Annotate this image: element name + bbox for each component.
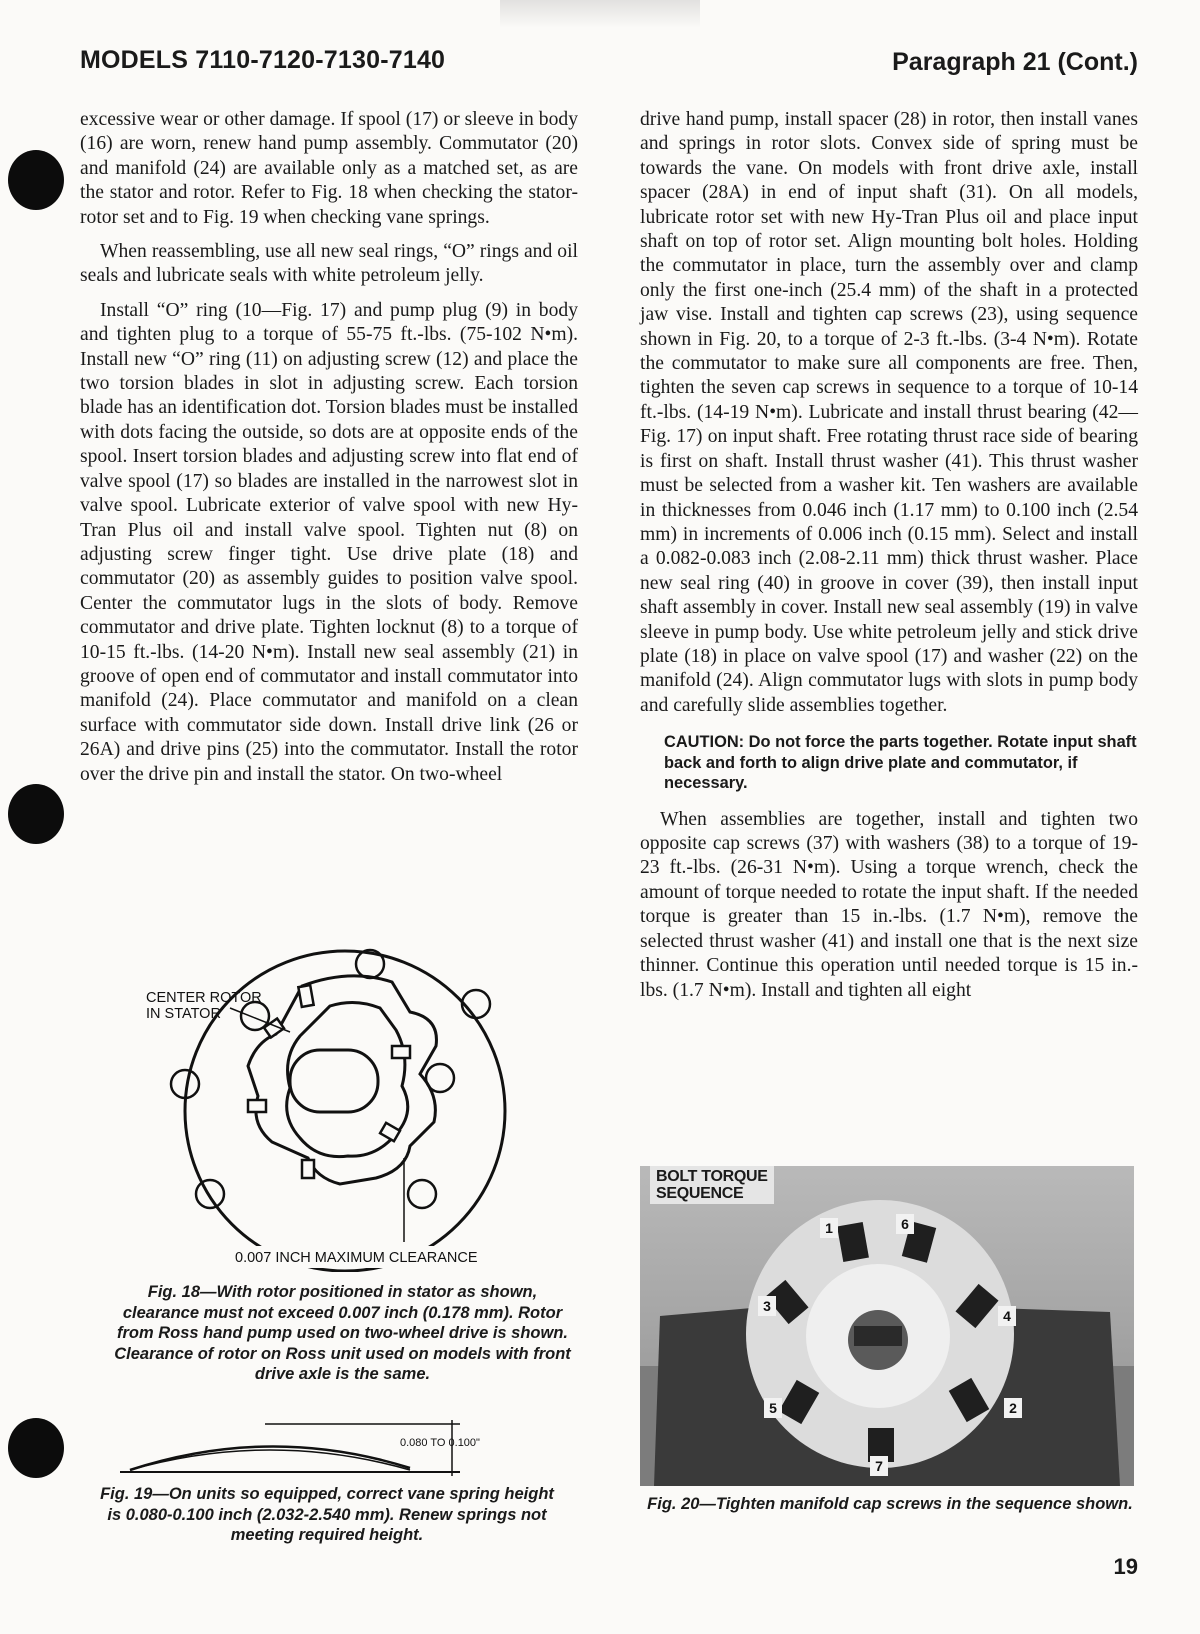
fig20-photo-title [650, 1166, 774, 1204]
photo-title-line: BOLT TORQUE [656, 1168, 768, 1185]
fig19-vane-spring-diagram [100, 1412, 540, 1478]
page-header-paragraph: Paragraph 21 (Cont.) [892, 48, 1138, 76]
sequence-number-2: 2 [1004, 1398, 1022, 1418]
sequence-number-6: 6 [896, 1214, 914, 1234]
sequence-number-7: 7 [870, 1456, 888, 1476]
page-number: 19 [1113, 1554, 1138, 1579]
fig18-label-clearance: 0.007 INCH MAXIMUM CLEARANCE [235, 1250, 478, 1266]
fig20-bolt-torque-photo [640, 1166, 1134, 1486]
fig19-label: 0.080 TO 0.100" [400, 1437, 480, 1449]
spring-curve [130, 1450, 410, 1470]
sequence-number-1: 1 [820, 1218, 838, 1238]
fig18-label-in-stator: IN STATOR [146, 1006, 221, 1022]
scan-smudge [500, 0, 700, 28]
sequence-number-5: 5 [764, 1398, 782, 1418]
fig18-caption: Fig. 18—With rotor positioned in stator as shown, clearance must not exceed 0.007 inch (0.178 mm). Rotor from Ross hand pump used on two-wheel drive is shown. Clearance of rotor on Ross unit used on models with front drive axle is the same. [114, 1283, 571, 1383]
photo-title-line: SEQUENCE [656, 1185, 744, 1202]
fig20-caption: Fig. 20—Tighten manifold cap screws in the sequence shown. [647, 1495, 1133, 1513]
body-paragraph: When assemblies are together, install and tighten two opposite cap screws (37) with washers (38) to a torque of 19-23 ft.-lbs. (26-31 N•m). Using a torque wrench, check the amount of torque needed to rotate the input shaft. If the needed torque is greater than 15 in.-lbs. (1.7 N•m), remove the selected thrust washer (41) and install one that is the next size thinner. Continue this operation until needed torque is 15 in.-lbs. (1.7 N•m). Install and tighten all eight [640, 808, 1138, 1001]
shaft-slot [854, 1326, 902, 1346]
page-header-models: MODELS 7110-7120-7130-7140 [80, 46, 446, 74]
binder-hole [8, 1418, 64, 1478]
body-paragraph: excessive wear or other damage. If spool (17) or sleeve in body (16) are worn, renew hand pump assembly. Commutator (20) and manifold (24) are available only as a matched set, as are the stator and rotor. Refer to Fig. 18 when checking the stator-rotor set and to Fig. 19 when checking vane springs. [80, 109, 578, 228]
bolt-hole [462, 990, 490, 1018]
binder-hole [8, 784, 64, 844]
caution-note: CAUTION: Do not force the parts together. Rotate input shaft back and forth to align drive plate and commutator, if necessary. [664, 733, 1137, 793]
sequence-number-4: 4 [998, 1306, 1016, 1326]
fig18-stator-rotor-diagram [140, 946, 570, 1272]
vane [392, 1046, 410, 1058]
bolt-hole [408, 1180, 436, 1208]
vane [248, 1100, 266, 1112]
fig19-caption: Fig. 19—On units so equipped, correct vane spring height is 0.080-0.100 inch (2.032-2.540 mm). Renew springs not meeting required height. [100, 1485, 554, 1544]
bolt-hole [196, 1180, 224, 1208]
fig18-label-center-rotor: CENTER ROTOR [146, 990, 262, 1006]
body-paragraph: drive hand pump, install spacer (28) in rotor, then install vanes and springs in rotor slots. Convex side of spring must be towards the vane. On models with front drive axle, install spacer (28A) in end of input shaft (31). On all models, lubricate rotor set with new Hy-Tran Plus oil and place input shaft on top of rotor set. Align mounting bolt holes. Holding the commutator in place, turn the assembly over and clamp only the first one-inch (25.4 mm) of the shaft in a protected jaw vise. Install and tighten cap screws (23), using sequence shown in Fig. 20, to a torque of 2-3 ft.-lbs. (3-4 N•m). Rotate the commutator to make sure all components are free. Then, tighten the seven cap screws in sequence to a torque of 10-14 ft.-lbs. (14-19 N•m). Lubricate and install thrust bearing (42—Fig. 17) on input shaft. Free rotating thrust race side of bearing is first on shaft. Install thrust washer (41). This thrust washer must be selected from a washer kit. Ten washers are available in thicknesses from 0.046 inch (1.17 mm) to 0.100 inch (2.54 mm) in increments of 0.006 inch (0.15 mm). Select and install a 0.082-0.083 inch (2.08-2.11 mm) thick thrust washer. Place new seal ring (40) in groove in cover (39), then install input shaft assembly in cover. Install new seal assembly (19) in valve sleeve in pump body. Use white petroleum jelly and stick drive plate (18) in place on valve spool (17) and washer (22) on the manifold (24). Align commutator lugs with slots in pump body and carefully slide assemblies together. [640, 109, 1138, 716]
sequence-number-3: 3 [758, 1296, 776, 1316]
vane [302, 1160, 314, 1178]
right-column [640, 108, 1138, 1013]
binder-hole [8, 150, 64, 210]
left-column [80, 108, 578, 797]
fig20-photo-illustration [640, 1166, 1134, 1486]
body-paragraph: When reassembling, use all new seal rings, “O” rings and oil seals and lubricate seals with white petroleum jelly. [80, 241, 578, 287]
body-paragraph: Install “O” ring (10—Fig. 17) and pump plug (9) in body and tighten plug to a torque of 55-75 ft.-lbs. (75-102 N•m). Install new “O” ring (11) on adjusting screw (12) and place the two torsion blades in slot in adjusting screw. Each torsion blade has an identification dot. Torsion blades must be installed with dots facing the outside, so dots are at opposite ends of the spool. Insert torsion blades and adjusting screw into flat end of valve spool (17) so blades are installed in the narrowest slot in valve spool. Lubricate exterior of valve spool with new Hy-Tran Plus oil and install valve spool. Tighten nut (8) on adjusting screw finger tight. Use drive plate (18) and commutator (20) as assembly guides to position valve spool. Center the commutator lugs in the slots of body. Remove commutator and drive plate. Tighten locknut (8) to a torque of 10-15 ft.-lbs. (14-20 N•m). Install new seal assembly (21) in groove of open end of commutator and install commutator into manifold (24). Place commutator and manifold on a clean surface with commutator side down. Install drive link (26 or 26A) and drive pins (25) into the commutator. Install the rotor over the drive pin and install the stator. On two-wheel [80, 299, 578, 785]
vane [298, 985, 313, 1007]
